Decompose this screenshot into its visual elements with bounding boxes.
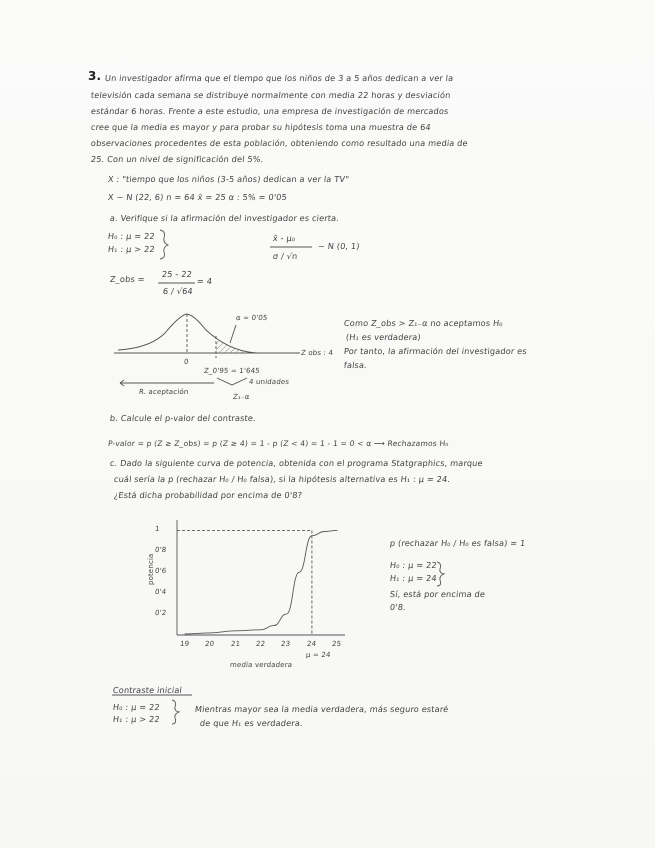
y-axis-label: potencia	[147, 553, 155, 585]
x-tick-label: 19	[179, 640, 190, 648]
statement-line: estándar 6 horas. Frente a este estudio, una empresa de investigación de mercados	[90, 106, 450, 116]
z-quantile-label: Z₁₋α	[232, 393, 250, 401]
y-tick-label: 0'8	[154, 546, 167, 555]
x-axis-label: media verdadera	[229, 661, 293, 669]
part-b-title: b. Calcule el p-valor del contraste.	[109, 413, 257, 423]
x-tick-label: 20	[204, 640, 215, 648]
test-statistic-distribution: ∼ N (0, 1)	[317, 241, 361, 251]
x-tick-label: 25	[331, 640, 342, 648]
side-note: 0'8.	[389, 602, 407, 612]
side-alt-hypothesis: H₁ : μ = 24	[389, 573, 438, 583]
part-c-line: c. Dado la siguiente curva de potencia, obtenida con el programa Statgraphics, marque	[109, 458, 484, 468]
conclusion-line: falsa.	[343, 360, 368, 370]
y-tick-label: 0'6	[154, 567, 167, 576]
z-critical-label: Z_0'95 = 1'645	[203, 367, 261, 375]
x-tick-label: 21	[230, 640, 241, 648]
statement-line: 25. Con un nivel de significación del 5%.	[90, 154, 265, 164]
x-tick-label: 22	[255, 640, 266, 648]
test-statistic-numerator: x̄ - μ₀	[272, 233, 296, 243]
contrast-note: de que H₁ es verdadera.	[199, 718, 304, 728]
contrast-title: Contraste inicial	[112, 685, 183, 695]
null-hypothesis: H₀ : μ = 22	[107, 231, 156, 241]
x-tick-label: 24	[306, 640, 317, 648]
statement-line: cree que la media es mayor y para probar su hipótesis toma una muestra de 64	[90, 122, 432, 132]
z-observed-mark: Z obs : 4	[300, 349, 334, 357]
y-tick-label: 0'2	[154, 609, 167, 618]
statement-line: televisión cada semana se distribuye normalmente con media 22 horas y desviación	[90, 90, 452, 100]
part-a-title: a. Verifique si la afirmación del investigador es cierta.	[109, 213, 340, 223]
z-observed-label: Z_obs =	[109, 274, 146, 284]
alpha-annotation: α = 0'05	[235, 314, 268, 322]
statement-line: observaciones procedentes de esta población, obteniendo como resultado una media de	[90, 138, 469, 148]
part-c-line: cuál sería la p (rechazar H₀ / H₀ falsa), si la hipótesis alternativa es H₁ : μ = 24.	[113, 474, 451, 484]
power-probability: p (rechazar H₀ / H₀ es falsa) = 1	[389, 538, 526, 548]
z-observed-numerator: 25 - 22	[161, 269, 193, 279]
y-tick-label: 1	[154, 525, 161, 534]
contrast-note: Mientras mayor sea la media verdadera, más seguro estaré	[194, 704, 449, 714]
part-c-line: ¿Está dicha probabilidad por encima de 0'8?	[113, 490, 303, 500]
alt-hypothesis: H₁ : μ > 22	[107, 244, 156, 254]
zero-label: 0	[183, 358, 190, 366]
p-value-calculation: P-valor = p (Z ≥ Z_obs) = p (Z ≥ 4) = 1 - p (Z < 4) = 1 - 1 = 0 < α ⟶ Rechazamos H₀	[107, 439, 450, 448]
contrast-null-hypothesis: H₀ : μ = 22	[112, 702, 161, 712]
problem-number: 3.	[88, 69, 102, 83]
side-note: Sí, está por encima de	[389, 589, 486, 599]
x-tick-label: 23	[281, 640, 292, 648]
y-tick-label: 0'4	[154, 588, 167, 597]
given-values: X ∼ N (22, 6) n = 64 x̄ = 25 α : 5% = 0'05	[107, 192, 288, 202]
acceptance-region-label: R. aceptación	[138, 388, 189, 396]
conclusion-line: (H₁ es verdadera)	[345, 332, 422, 342]
statement-line: Un investigador afirma que el tiempo que los niños de 3 a 5 años dedican a ver la	[104, 73, 454, 83]
z-observed-result: = 4	[196, 276, 213, 286]
variable-definition: X : "tiempo que los niños (3-5 años) dedican a ver la TV"	[107, 174, 350, 184]
test-statistic-denominator: σ / √n	[272, 251, 298, 261]
side-null-hypothesis: H₀ : μ = 22	[389, 560, 438, 570]
contrast-alt-hypothesis: H₁ : μ > 22	[112, 714, 161, 724]
conclusion-line: Por tanto, la afirmación del investigador es	[343, 346, 528, 356]
conclusion-line: Como Z_obs > Z₁₋α no aceptamos H₀	[343, 318, 504, 328]
z-observed-denominator: 6 / √64	[162, 286, 194, 296]
mu-label: μ = 24	[305, 651, 331, 659]
units-label: 4 unidades	[248, 378, 290, 386]
